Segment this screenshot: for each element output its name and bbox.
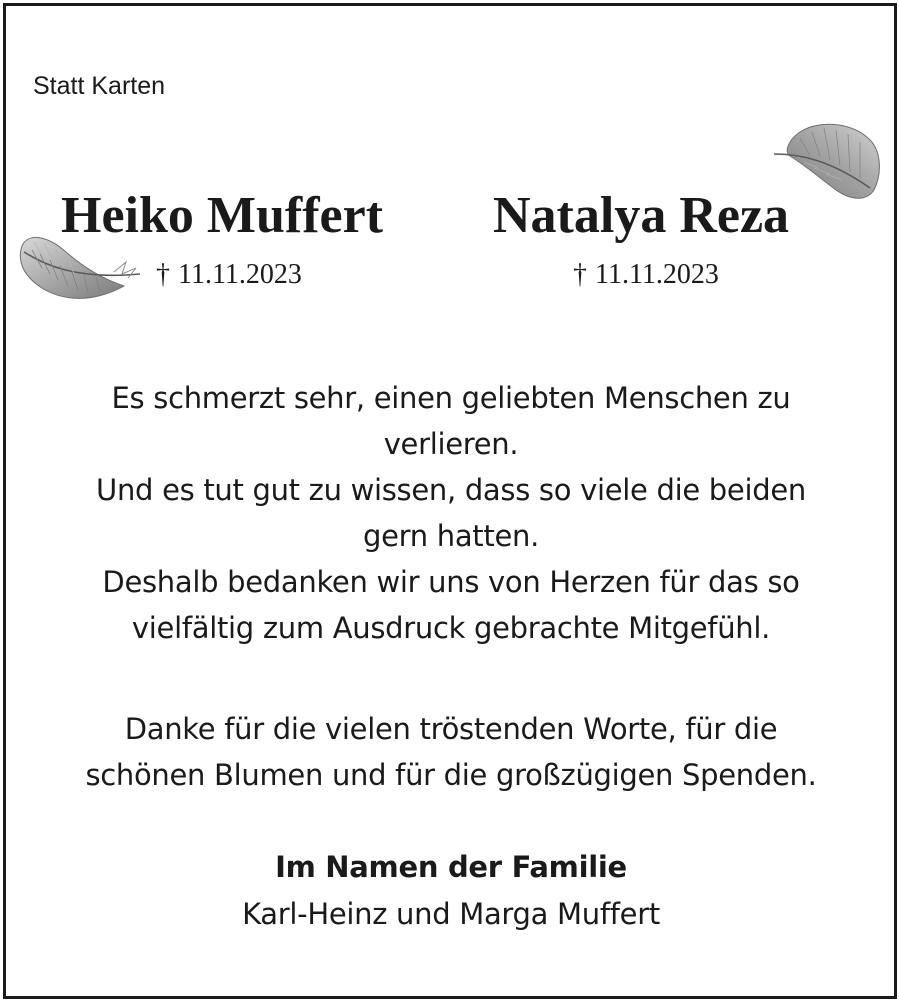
thanks-paragraph xyxy=(36,706,866,798)
cross-icon: † xyxy=(156,259,170,290)
death-date-left xyxy=(156,259,302,291)
thanks-line: schönen Blumen und für die großzügigen Spenden. xyxy=(85,758,817,792)
signature-title: Im Namen der Familie xyxy=(275,850,627,884)
notice-frame xyxy=(3,3,897,999)
message-paragraph xyxy=(36,375,866,651)
death-date-value: 11.11.2023 xyxy=(595,259,719,290)
deceased-name-right: Natalya Reza xyxy=(493,187,790,244)
signature-names: Karl-Heinz und Marga Muffert xyxy=(242,897,660,931)
cross-icon: † xyxy=(573,259,587,290)
death-date-right xyxy=(573,259,719,291)
eyebrow-text: Statt Karten xyxy=(33,72,166,100)
message-line: Es schmerzt sehr, einen geliebten Menschen zu xyxy=(111,381,791,415)
death-date-value: 11.11.2023 xyxy=(178,259,302,290)
thanks-line: Danke für die vielen tröstenden Worte, für die xyxy=(124,712,778,746)
deceased-name-left: Heiko Muffert xyxy=(61,187,384,244)
message-line: Und es tut gut zu wissen, dass so viele die beiden xyxy=(96,473,806,507)
message-line: gern hatten. xyxy=(363,519,539,553)
message-line: vielfältig zum Ausdruck gebrachte Mitgefühl. xyxy=(131,611,771,645)
message-line: verlieren. xyxy=(383,427,519,461)
message-line: Deshalb bedanken wir uns von Herzen für das so xyxy=(102,565,800,599)
